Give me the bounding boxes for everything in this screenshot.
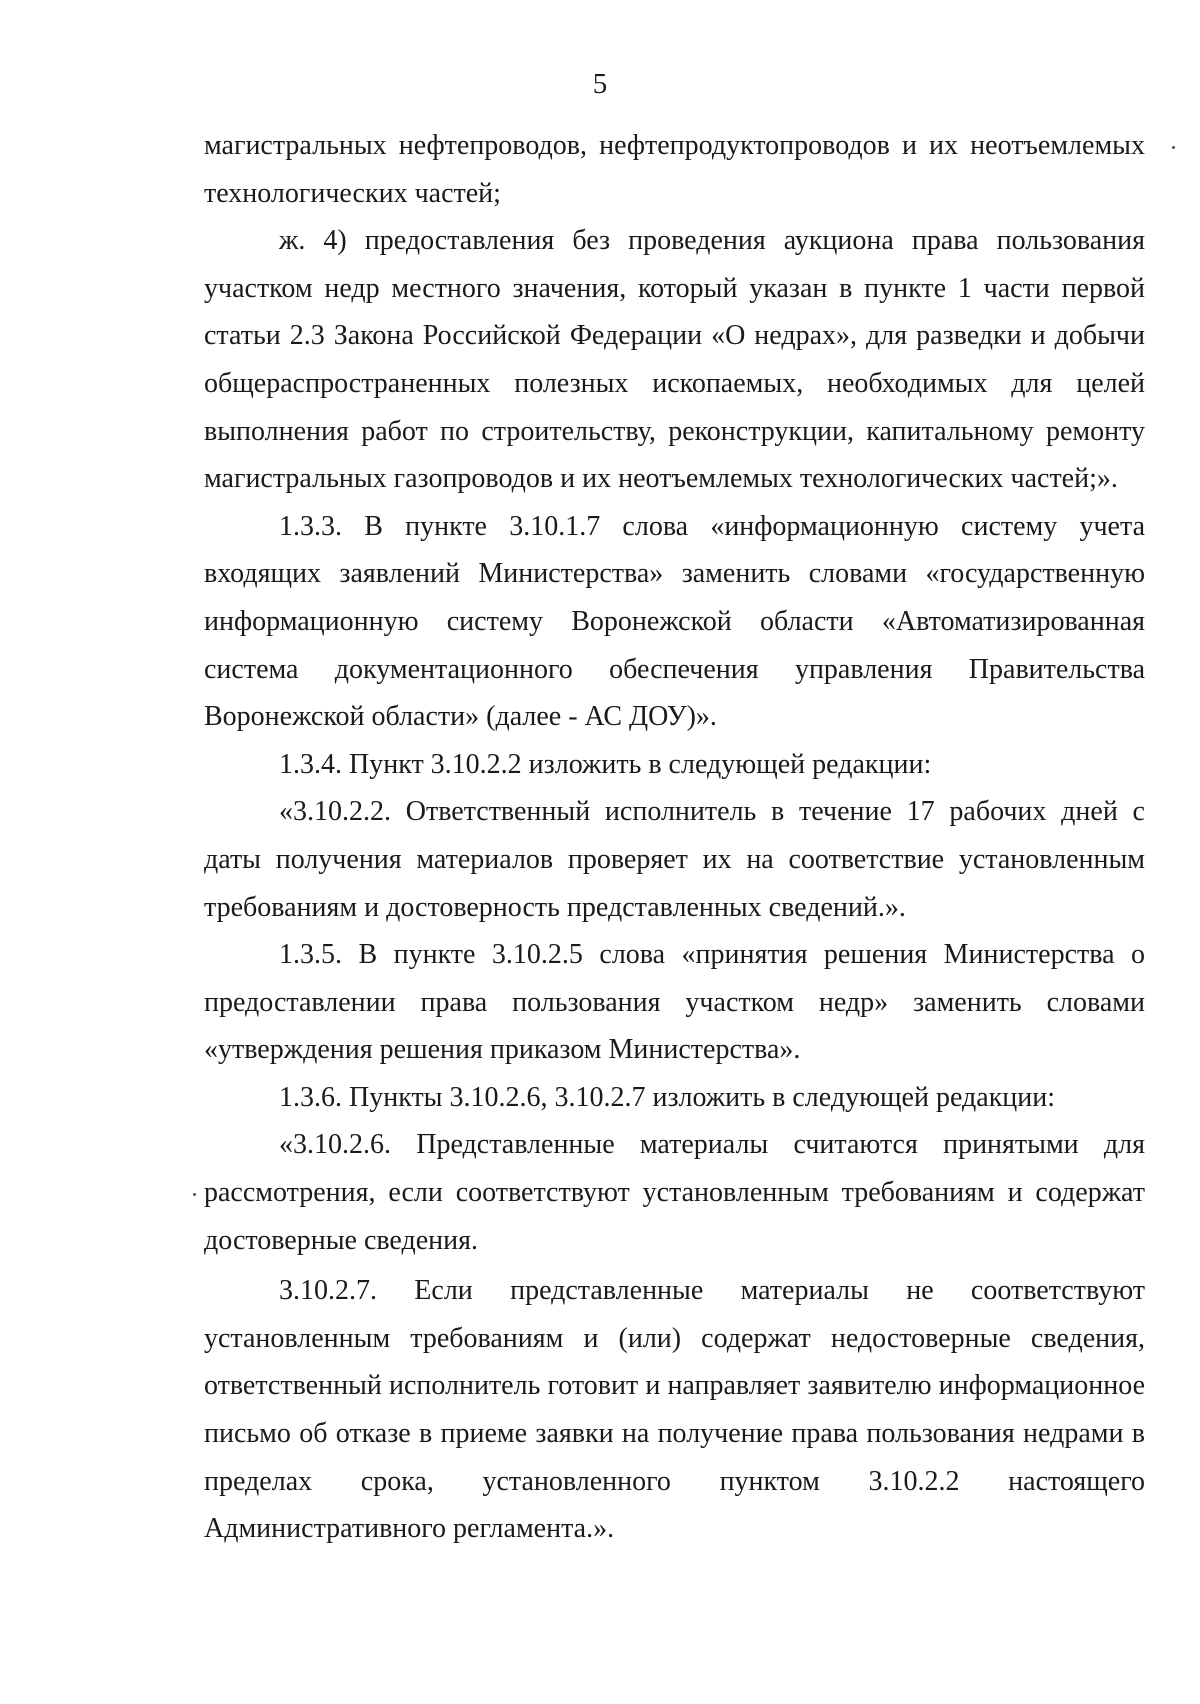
scan-speck bbox=[1172, 146, 1175, 149]
paragraph-3-10-2-6: «3.10.2.6. Представленные материалы считаются принятыми для рассмотрения, если соответствуют установленным требованиям и содержат достоверные сведения. bbox=[204, 1129, 1145, 1256]
paragraph-3-10-2-7: 3.10.2.7. Если представленные материалы не соответствуют установленным требованиям и (или) содержат недостоверные сведения, ответственный исполнитель готовит и направляет заявителю информационное письмо об отказе в приеме заявки на получение права пользования недрами в пределах срока, установленного пунктом 3.10.2.2 настоящего Административного регламента.». bbox=[204, 1275, 1145, 1545]
document-body bbox=[204, 122, 1145, 1553]
paragraph-continuation: магистральных нефтепроводов, нефтепродуктопроводов и их неотъемлемых технологических частей; bbox=[204, 130, 1145, 209]
paragraph-1-3-3: 1.3.3. В пункте 3.10.1.7 слова «информационную систему учета входящих заявлений Министерства» заменить словами «государственную информационную систему Воронежской области «Автоматизированная система документационного обеспечения управления Правительства Воронежской области» (далее - АС ДОУ)». bbox=[204, 510, 1145, 733]
paragraph-1-3-5: 1.3.5. В пункте 3.10.2.5 слова «принятия решения Министерства о предоставлении права пользования участком недр» заменить словами «утверждения решения приказом Министерства». bbox=[204, 939, 1145, 1066]
page-number: 5 bbox=[592, 68, 608, 100]
paragraph-item-zh4: ж. 4) предоставления без проведения аукциона права пользования участком недр местного значения, который указан в пункте 1 части первой статьи 2.3 Закона Российской Федерации «О недрах», для разведки и добычи общераспространенных полезных ископаемых, необходимых для целей выполнения работ по строительству, реконструкции, капитальному ремонту магистральных газопроводов и их неотъемлемых технологических частей;». bbox=[204, 225, 1145, 495]
paragraph-1-3-4: 1.3.4. Пункт 3.10.2.2 изложить в следующей редакции: bbox=[279, 748, 932, 780]
scan-speck bbox=[193, 1193, 196, 1196]
paragraph-1-3-6: 1.3.6. Пункты 3.10.2.6, 3.10.2.7 изложить в следующей редакции: bbox=[279, 1081, 1056, 1113]
paragraph-3-10-2-2: «3.10.2.2. Ответственный исполнитель в течение 17 рабочих дней с даты получения материалов проверяет их на соответствие установленным требованиям и достоверность представленных сведений.». bbox=[204, 796, 1145, 923]
